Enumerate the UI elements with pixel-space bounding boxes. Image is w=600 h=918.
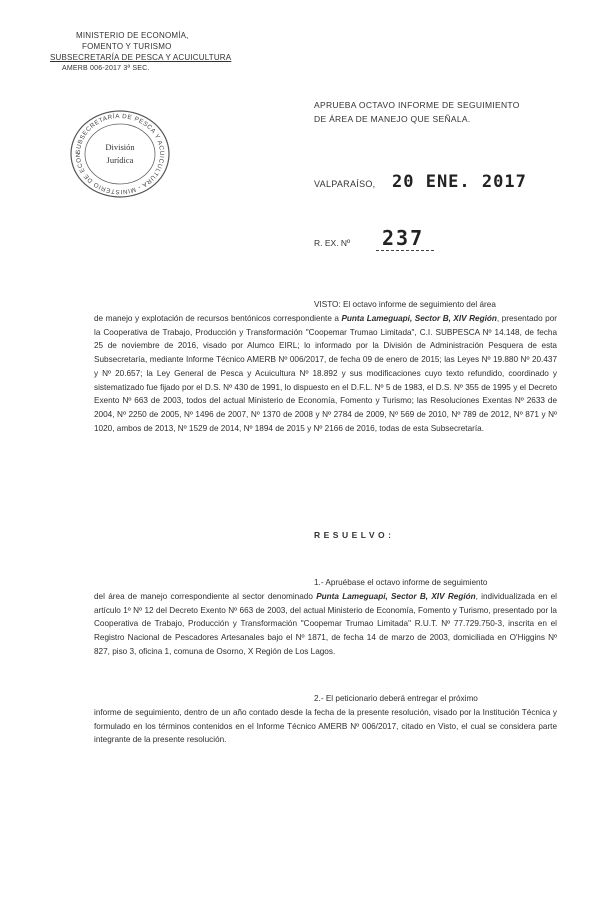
seal-outer-text: SUBSECRETARÍA DE PESCA Y ACUICULTURA - MINISTERIO DE ECON — [74, 112, 166, 196]
visto-lead: VISTO: El octavo informe de seguimiento del área — [314, 300, 496, 309]
subsecretaria-line: SUBSECRETARÍA DE PESCA Y ACUICULTURA — [50, 53, 232, 62]
resolution-number: 237 — [382, 226, 425, 250]
resuelvo-heading: RESUELVO: — [314, 530, 395, 540]
visto-text-1: de manejo y explotación de recursos bentónicos correspondiente a — [94, 314, 342, 323]
subject-line-2: DE ÁREA DE MANEJO QUE SEÑALA. — [314, 114, 471, 124]
item1-text-1: del área de manejo correspondiente al sector denominado — [94, 592, 317, 601]
letterhead — [50, 30, 231, 74]
item2-lead: 2.- El peticionario deberá entregar el próximo — [314, 694, 478, 703]
date-stamp: 20 ENE. 2017 — [392, 172, 527, 192]
visto-text-2: , presentado por la Cooperativa de Trabajo, Producción y Transformación "Coopemar Trumao Limitada", C.I. SUBPESCA Nº 14.148, de fecha 25 de noviembre de 2016, visado por Alumco EIRL; lo informado por la División de Administración Pesquera de esta Subsecretaría, mediante Informe Técnico AMERB Nº 006/2017, de fecha 09 de enero de 2015; las Leyes Nº 19.880 Nº 20.437 y Nº 20.657; la Ley General de Pesca y Acuicultura Nº 18.892 y sus modificaciones cuyo texto refundido, coordinado y sistematizado fue fijado por el D.S. Nº 430 de 1991, lo dispuesto en el D.F.L. Nº 5 de 1983, el D.S. Nº 355 de 1995 y el Decreto Exento Nº 663 de 2003, todos del actual Ministerio de Economía, Fomento y Turismo; las Resoluciones Exentas Nº 2633 de 2004, Nº 2250 de 2005, Nº 1496 de 2007, Nº 1370 de 2008 y Nº 2784 de 2009, Nº 569 de 2010, Nº 789 de 2012, Nº 871 y Nº 1020, ambos de 2013, Nº 1529 de 2014, Nº 1894 de 2015 y Nº 2166 de 2016, todas de esta Subsecretaría. — [94, 314, 557, 433]
visto-place: Punta Lameguapi, Sector B, XIV Región — [341, 314, 497, 323]
item2-paragraph: informe de seguimiento, dentro de un año contado desde la fecha de la presente resolución, visado por la Institución Técnica y formulado en los términos contenidos en el Informe Técnico AMERB Nº 006/2017, citado en Visto, el cual se considera parte integrante de la presente resolución. — [94, 708, 557, 745]
seal-division-text: División — [105, 142, 135, 152]
city-label: VALPARAÍSO, — [314, 179, 376, 189]
resolution-underline — [376, 250, 434, 251]
reference-code: AMERB 006-2017 3ª SEC. — [62, 65, 150, 72]
item1-lead: 1.- Apruébase el octavo informe de seguimiento — [314, 578, 488, 587]
resolution-label: R. EX. Nº — [314, 238, 351, 248]
ministry-line-2: FOMENTO Y TURISMO — [82, 42, 172, 51]
ministry-line: MINISTERIO DE ECONOMÍA, — [76, 31, 189, 40]
item1-place: Punta Lameguapi, Sector B, XIV Región — [316, 592, 476, 601]
subject-block — [314, 98, 554, 126]
division-juridica-seal — [68, 108, 172, 200]
item1-text-2: , individualizada en el artículo 1º Nº 12 del Decreto Exento Nº 663 de 2003, del actual Ministerio de Economía, Fomento y Turismo, presentado por la Cooperativa de Trabajo, Producción y Transformación "Coopemar Trumao Limitada" R.U.T. Nº 77.729.750-3, inscrita en el Registro Nacional de Pescadores Artesanales bajo el Nº 1871, de fecha 14 de marzo de 2003, domiciliada en O'Higgins Nº 827, piso 3, oficina 1, comuna de Osorno, X Región de Los Lagos. — [94, 592, 557, 656]
subject-line-1: APRUEBA OCTAVO INFORME DE SEGUIMIENTO — [314, 100, 520, 110]
visto-paragraph — [94, 312, 557, 435]
item1-paragraph — [94, 590, 557, 659]
seal-juridica-text: Jurídica — [106, 155, 134, 165]
